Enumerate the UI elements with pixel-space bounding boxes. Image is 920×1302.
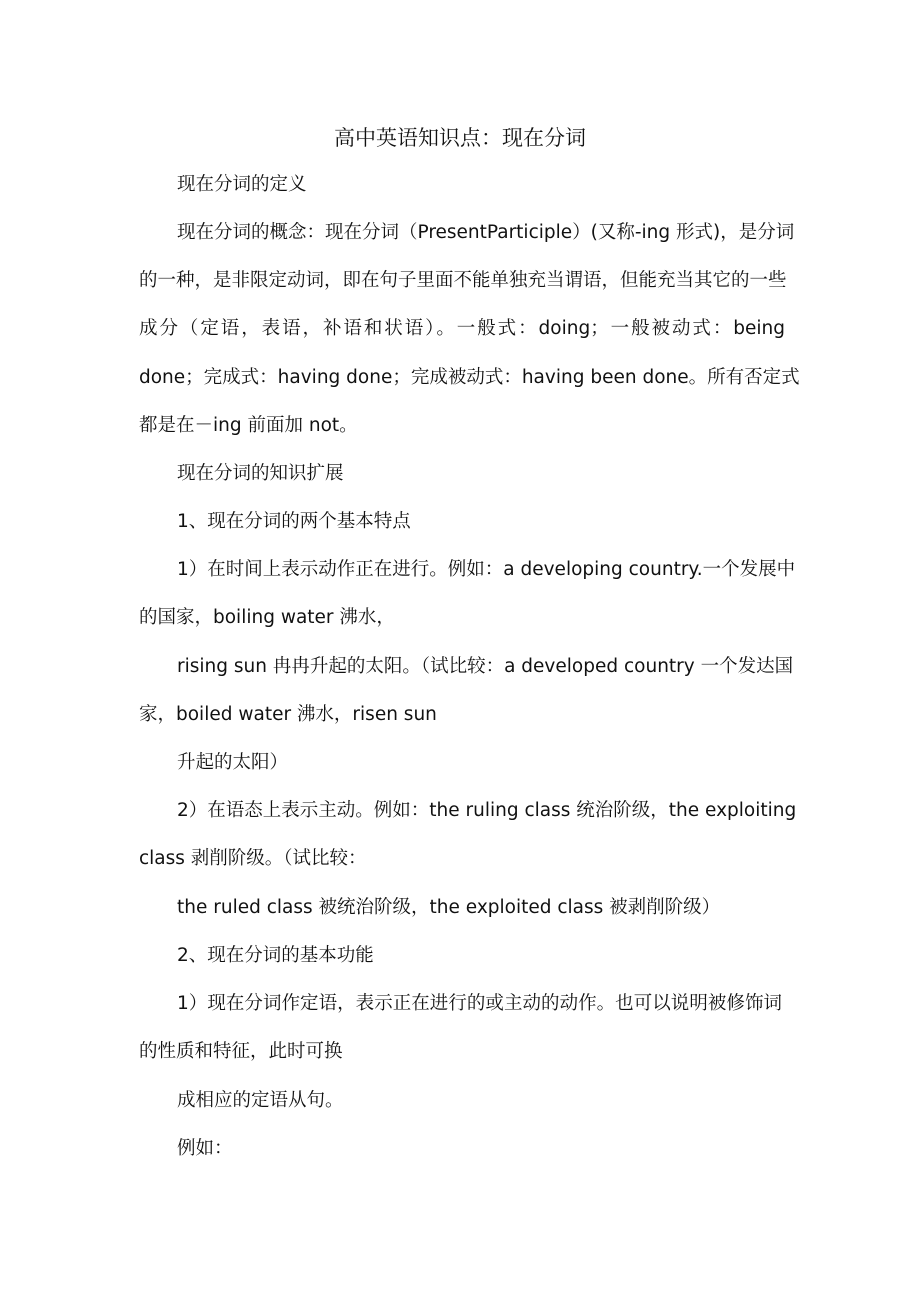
paragraph-line: 家，boiled water 沸水，risen sun <box>139 704 437 725</box>
subsection-heading: 1、现在分词的两个基本特点 <box>177 511 411 532</box>
paragraph-line: the ruled class 被统治阶级，the exploited class 被剥削阶级） <box>177 897 721 918</box>
paragraph-line: 例如： <box>177 1138 233 1159</box>
paragraph-line: 1）现在分词作定语，表示正在进行的或主动的动作。也可以说明被修饰词 <box>177 993 782 1014</box>
section-heading: 现在分词的定义 <box>177 174 307 195</box>
paragraph-line: 的国家，boiling water 沸水， <box>139 607 395 628</box>
paragraph-line: 1）在时间上表示动作正在进行。例如：a developing country.一个发展中 <box>177 559 796 580</box>
paragraph-line: done；完成式：having done；完成被动式：having been done。所有否定式 <box>139 367 800 388</box>
paragraph-line: 的性质和特征，此时可换 <box>139 1041 343 1062</box>
paragraph-line: 2）在语态上表示主动。例如：the ruling class 统治阶级，the exploiting <box>177 800 797 821</box>
paragraph-line: 成分（定语，表语，补语和状语）。一般式：doing；一般被动式：being <box>139 318 785 339</box>
paragraph-line: 现在分词的概念：现在分词（PresentParticiple）(又称-ing 形式)，是分词 <box>177 222 795 243</box>
paragraph-line: 升起的太阳） <box>177 752 289 773</box>
subsection-heading: 2、现在分词的基本功能 <box>177 945 374 966</box>
paragraph-line: class 剥削阶级。（试比较： <box>139 848 367 869</box>
document-title: 高中英语知识点：现在分词 <box>334 126 586 150</box>
paragraph-line: rising sun 冉冉升起的太阳。（试比较：a developed country 一个发达国 <box>177 656 794 677</box>
section-heading: 现在分词的知识扩展 <box>177 463 344 484</box>
paragraph-line: 成相应的定语从句。 <box>177 1090 344 1111</box>
paragraph-line: 都是在－ing 前面加 not。 <box>139 415 358 436</box>
paragraph-line: 的一种，是非限定动词，即在句子里面不能单独充当谓语，但能充当其它的一些 <box>139 270 787 291</box>
